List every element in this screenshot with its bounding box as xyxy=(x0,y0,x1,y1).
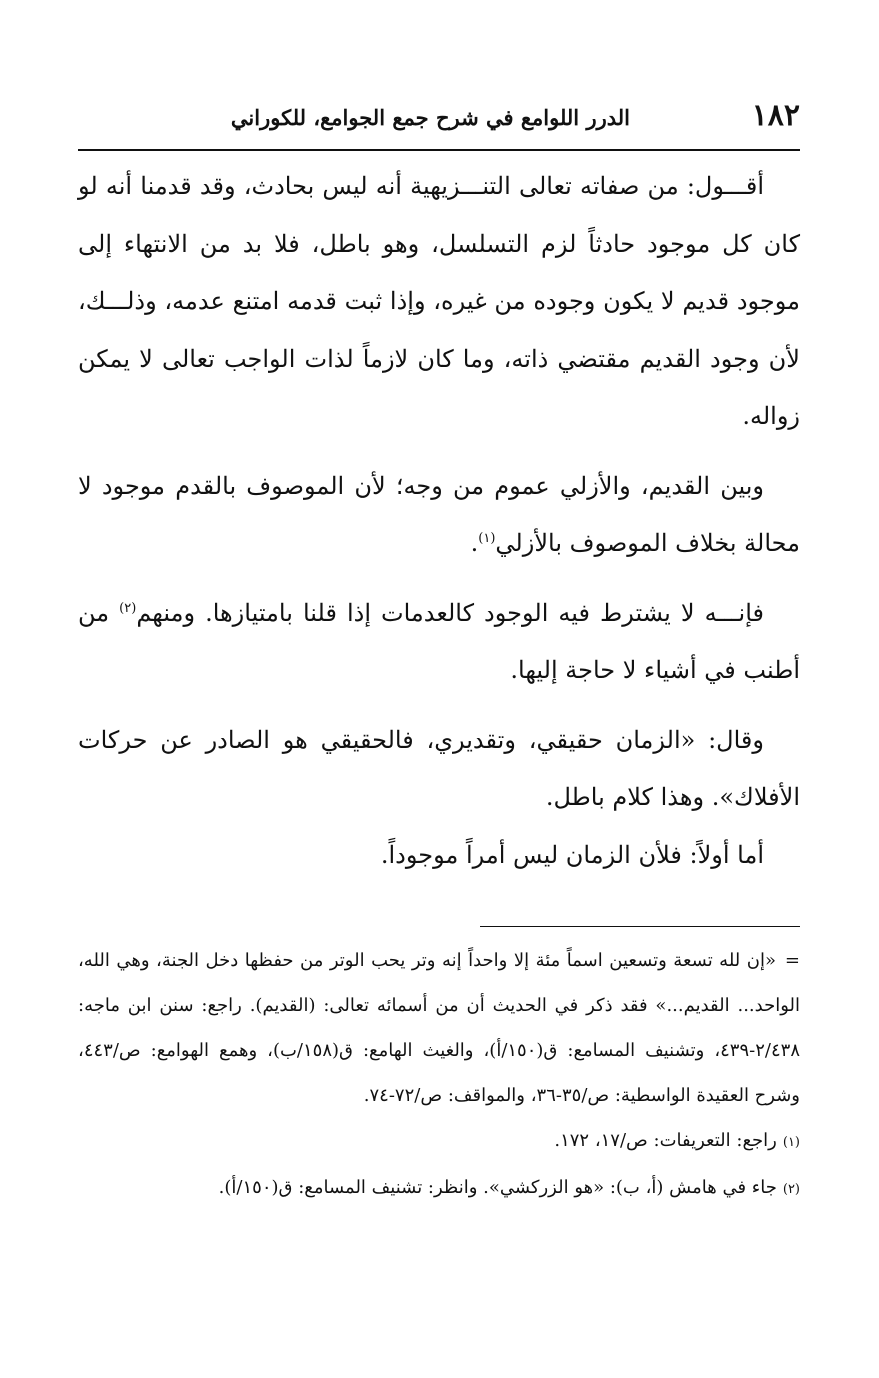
paragraph-4: وقال: «الزمان حقيقي، وتقديري، فالحقيقي هو الصادر عن حركات الأفلاك». وهذا كلام باطل. xyxy=(78,725,800,811)
paragraph-2-text: وبين القديم، والأزلي عموم من وجه؛ لأن الموصوف بالقدم موجود لا محالة بخلاف الموصوف بالأزلي xyxy=(78,471,800,557)
paragraph-3-text: فإنـــه لا يشترط فيه الوجود كالعدمات إذا قلنا بامتيازها. ومنهم xyxy=(136,598,764,627)
main-text xyxy=(78,158,800,884)
page-number: ١٨٢ xyxy=(751,98,800,133)
running-title: الدرر اللوامع في شرح جمع الجوامع، للكوراني xyxy=(230,105,630,130)
footnote-2-number: (٢) xyxy=(782,1182,800,1197)
paragraph-5: أما أولاً: فلأن الزمان ليس أمراً موجوداً. xyxy=(380,840,764,869)
page-header xyxy=(78,96,800,136)
paragraph-3 xyxy=(78,585,800,700)
paragraph-1: أقـــول: من صفاته تعالى التنـــزيهية أنه ليس بحادث، وقد قدمنا أنه لو كان كل موجود حادثاً لزم التسلسل، وهو باطل، فلا بد من الانتهاء إلى موجود قديم لا يكون وجوده من غيره، وإذا ثبت قدمه امتنع عدمه، وذلـــك، لأن وجود القديم مقتضي ذاته، وما كان لازماً لذات الواجب تعالى لا يمكن زواله. xyxy=(78,172,800,430)
footnote-2 xyxy=(78,1165,800,1212)
footnotes xyxy=(78,938,800,1212)
footnote-continuation-text: «إن لله تسعة وتسعين اسماً مئة إلا واحداً إنه وتر يحب الوتر من حفظها دخل الجنة، وهي الله، الواحد... القديم...» فقد ذكر في الحديث أن من أسمائه تعالى: (القديم). راجع: سنن ابن ماجه: ٢/٤٣٨-٤٣٩، وتشنيف المسامع: ق(١٥٠/أ)، والغيث الهامع: ق(١٥٨/ب)، وهمع الهوامع: ص/٤٤٣، وشرح العقيدة الواسطية: ص/٣٥-٣٦، والمواقف: ص/٧٢-٧٤. xyxy=(78,950,800,1106)
footnote-ref-1: (١) xyxy=(478,531,496,546)
footnote-1-text: راجع: التعريفات: ص/١٧، ١٧٢. xyxy=(554,1130,777,1151)
continuation-dash: = xyxy=(784,950,800,971)
footnote-2-text: جاء في هامش (أ، ب): «هو الزركشي». وانظر: تشنيف المسامع: ق(١٥٠/أ). xyxy=(218,1177,777,1198)
paragraph-2: وبين القديم، والأزلي عموم من وجه؛ لأن الموصوف بالقدم موجود لا محالة بخلاف الموصوف بالأزلي$^{(١)}$. xyxy=(78,471,800,557)
footnote-rule xyxy=(480,926,800,927)
footnote-ref-2: (٢) xyxy=(119,600,137,616)
footnote-continuation xyxy=(78,938,800,1118)
footnote-1 xyxy=(78,1118,800,1165)
footnote-1-number: (١) xyxy=(782,1135,800,1150)
paragraph-3-cont: من أطنب في أشياء لا حاجة إليها. xyxy=(78,598,800,684)
header-rule xyxy=(78,149,800,151)
